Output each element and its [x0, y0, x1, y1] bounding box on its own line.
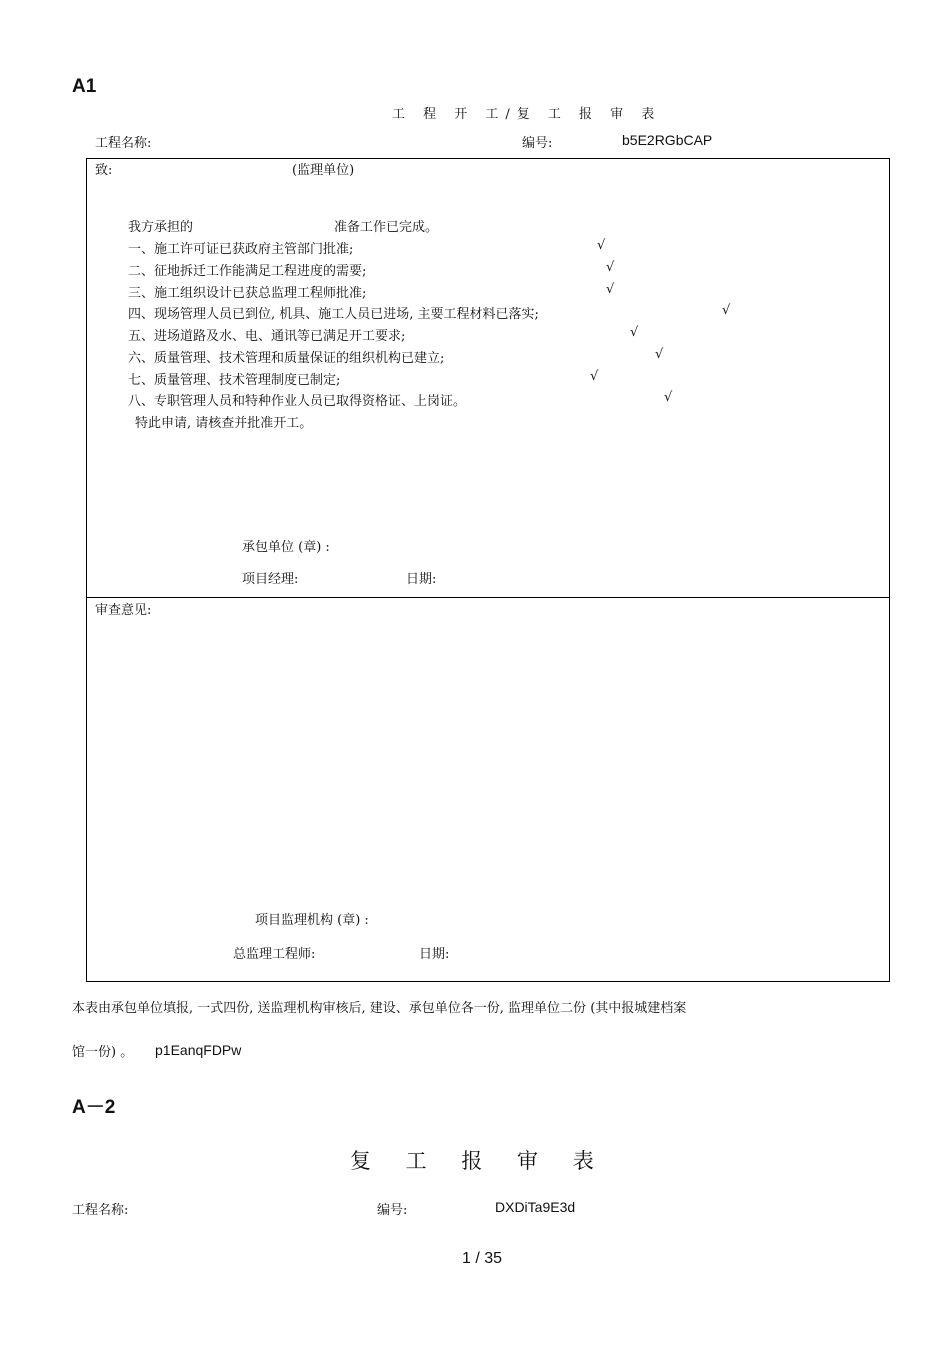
project-name-label-a1: 工程名称: [95, 136, 152, 151]
chief-engineer-label: 总监理工程师: [233, 947, 316, 962]
checklist-item: 一、施工许可证已获政府主管部门批准; [128, 242, 354, 257]
form-note: 本表由承包单位填报, 一式四份, 送监理机构审核后, 建设、承包单位各一份, 监理单位二份 (其中报城建档案 [72, 1001, 687, 1016]
date-label: 日期: [406, 572, 437, 587]
contractor-seal-label: 承包单位 (章) : [242, 540, 330, 555]
project-manager-label: 项目经理: [242, 572, 299, 587]
supervision-org-seal-label: 项目监理机构 (章) : [255, 913, 369, 928]
check-mark-icon: √ [722, 303, 731, 318]
checklist-item: 二、征地拆迁工作能满足工程进度的需要; [128, 264, 367, 279]
page-number: 1 / 35 [462, 1250, 503, 1267]
checklist-item: 六、质量管理、技术管理和质量保证的组织机构已建立; [128, 351, 445, 366]
note-code: p1EanqFDPw [155, 1042, 242, 1058]
section-label-a2: A－2 [72, 1097, 116, 1118]
section-label-a1: A1 [72, 76, 97, 97]
to-label: 致: [95, 163, 113, 178]
review-opinion-label: 审查意见: [95, 603, 152, 618]
check-mark-icon: √ [597, 238, 606, 253]
checklist-item: 三、施工组织设计已获总监理工程师批准; [128, 286, 367, 301]
form-note-continued: 馆一份) 。 [72, 1045, 134, 1060]
checklist-item: 七、质量管理、技术管理制度已制定; [128, 373, 341, 388]
form-title-a1: 工 程 开 工/复 工 报 审 表 [392, 107, 662, 122]
check-mark-icon: √ [606, 282, 615, 297]
checklist-item: 四、现场管理人员已到位, 机具、施工人员已进场, 主要工程材料已落实; [128, 307, 539, 322]
number-label-a2: 编号: [377, 1203, 408, 1218]
number-value-a2: DXDiTa9E3d [495, 1199, 576, 1215]
check-mark-icon: √ [655, 347, 664, 362]
date-label: 日期: [419, 947, 450, 962]
intro-suffix: 准备工作已完成。 [334, 220, 439, 235]
check-mark-icon: √ [630, 325, 639, 340]
checklist-item: 八、专职管理人员和特种作业人员已取得资格证、上岗证。 [128, 394, 467, 409]
request-text: 特此申请, 请核查并批准开工。 [135, 416, 313, 431]
check-mark-icon: √ [664, 390, 673, 405]
intro-prefix: 我方承担的 [128, 220, 194, 235]
supervisor-unit-label: (监理单位) [292, 163, 355, 178]
form-title-a2: 复 工 报 审 表 [350, 1149, 608, 1173]
checklist-item: 五、进场道路及水、电、通讯等已满足开工要求; [128, 329, 406, 344]
project-name-label-a2: 工程名称: [72, 1203, 129, 1218]
check-mark-icon: √ [606, 260, 615, 275]
number-value-a1: b5E2RGbCAP [622, 132, 713, 148]
form-divider [86, 597, 890, 598]
check-mark-icon: √ [590, 369, 599, 384]
number-label-a1: 编号: [522, 136, 553, 151]
